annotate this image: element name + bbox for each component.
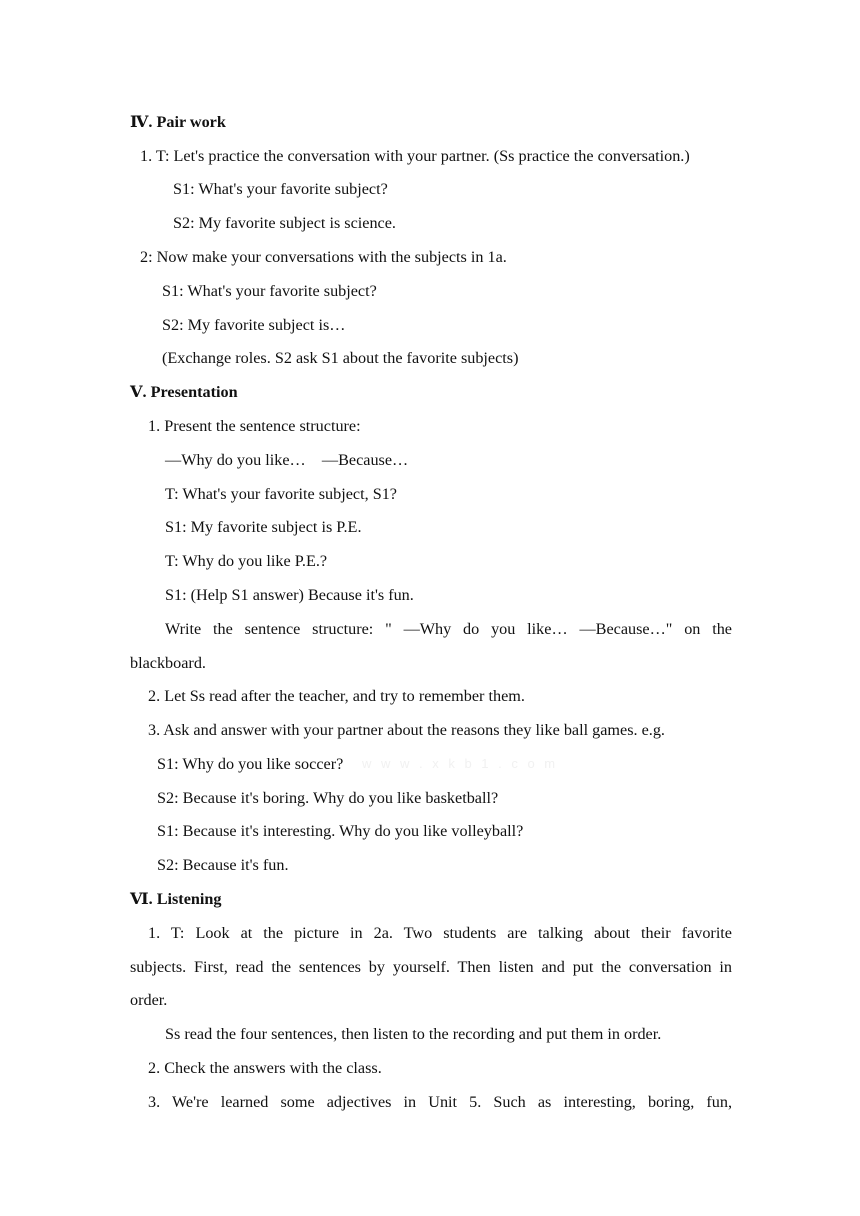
text-line: (Exchange roles. S2 ask S1 about the favorite subjects): [162, 349, 519, 367]
text-line: S1: Because it's interesting. Why do you like volleyball?: [157, 822, 524, 840]
text-line: 3. Ask and answer with your partner about the reasons they like ball games. e.g.: [148, 721, 665, 739]
text-line: subjects. First, read the sentences by yourself. Then listen and put the conversation in: [130, 958, 732, 976]
text-line: S2: Because it's fun.: [157, 856, 289, 874]
text-line: S1: My favorite subject is P.E.: [165, 518, 362, 536]
section-heading-listening: Ⅵ. Listening: [130, 890, 222, 908]
text-line: 1. T: Let's practice the conversation with your partner. (Ss practice the conversation.): [140, 147, 690, 165]
text-line: 2. Check the answers with the class.: [148, 1059, 382, 1077]
text-line: Write the sentence structure: " —Why do you like… —Because…" on the: [165, 620, 732, 638]
watermark: w w w . x k b 1 . c o m: [362, 756, 559, 771]
section-heading-presentation: Ⅴ. Presentation: [130, 383, 238, 401]
text-line: S2: My favorite subject is science.: [173, 214, 396, 232]
text-line: S2: My favorite subject is…: [162, 316, 346, 334]
text-line: S1: What's your favorite subject?: [173, 180, 388, 198]
text-line: T: What's your favorite subject, S1?: [165, 485, 397, 503]
text-line: S2: Because it's boring. Why do you like basketball?: [157, 789, 499, 807]
text-line: S1: What's your favorite subject?: [162, 282, 377, 300]
text-line: 2. Let Ss read after the teacher, and try to remember them.: [148, 687, 525, 705]
text-line: S1: Why do you like soccer?: [157, 755, 344, 773]
text-line: S1: (Help S1 answer) Because it's fun.: [165, 586, 414, 604]
text-line: T: Why do you like P.E.?: [165, 552, 328, 570]
text-line: blackboard.: [130, 654, 206, 672]
section-heading-pair-work: Ⅳ. Pair work: [130, 113, 226, 131]
text-line: 1. T: Look at the picture in 2a. Two students are talking about their favorite: [148, 924, 732, 942]
text-line: 3. We're learned some adjectives in Unit 5. Such as interesting, boring, fun,: [148, 1093, 732, 1111]
text-line: Ss read the four sentences, then listen to the recording and put them in order.: [165, 1025, 662, 1043]
text-line: order.: [130, 991, 168, 1009]
text-line: 2: Now make your conversations with the subjects in 1a.: [140, 248, 507, 266]
text-line: 1. Present the sentence structure:: [148, 417, 361, 435]
text-line: —Why do you like… —Because…: [165, 451, 409, 469]
